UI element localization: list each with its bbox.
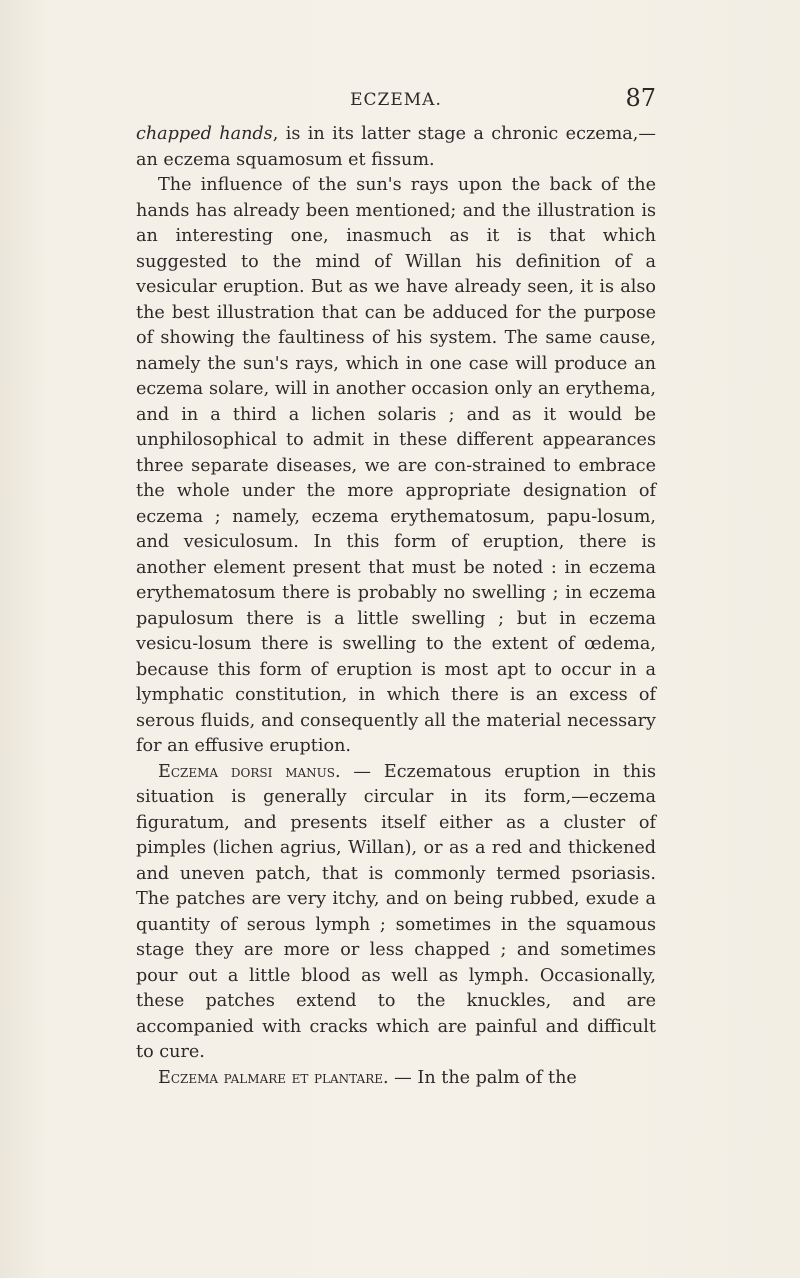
running-head: ECZEMA. (350, 90, 442, 110)
paragraph-4 (136, 1066, 656, 1092)
section-heading-eczema-palmare: Eczema palmare et plantare. (158, 1067, 389, 1088)
paragraph-4-text: — In the palm of the (388, 1067, 577, 1088)
page-number: 87 (625, 84, 656, 112)
paragraph-1-text: , is in its latter stage a chronic eczema,—an eczema squamosum et fissum. (136, 124, 656, 170)
chapped-hands-italic: chapped hands (136, 124, 273, 144)
page-header (136, 86, 656, 116)
paragraph-3 (136, 760, 656, 1066)
paragraph-2: The influence of the sun's rays upon the back of the hands has already been mentioned; and the illustration is an interesting one, inasmuch as it is that which suggested to the mind of Willan his definition of a vesicular eruption. But as we have already seen, it is also the best illustration that can be adduced for the purpose of showing the faultiness of his system. The same cause, namely the sun's rays, which in one case will produce an eczema solare, will in another occasion only an erythema, and in a third a lichen solaris ; and as it would be unphilosophical to admit in these different appearances three separate diseases, we are con-strained to embrace the whole under the more appropriate designation of eczema ; namely, eczema erythematosum, papu-losum, and vesiculosum. In this form of eruption, there is another element present that must be noted : in eczema erythematosum there is probably no swelling ; in eczema papulosum there is a little swelling ; but in eczema vesicu-losum there is swelling to the extent of œdema, because this form of eruption is most apt to occur in a lymphatic constitution, in which there is an excess of serous fluids, and consequently all the material necessary for an effusive eruption. (136, 175, 656, 756)
page-body (136, 122, 656, 1091)
paragraph-1 (136, 122, 656, 173)
paragraph-3-text: — Eczematous eruption in this situation is generally circular in its form,—eczema figuratum, and presents itself either as a cluster of pimples (lichen agrius, Willan), or as a red and thickened and uneven patch, that is commonly termed psoriasis. The patches are very itchy, and on being rubbed, exude a quantity of serous lymph ; sometimes in the squamous stage they are more or less chapped ; and sometimes pour out a little blood as well as lymph. Occasionally, these patches extend to the knuckles, and are accompanied with cracks which are painful and difficult to cure. (136, 761, 656, 1062)
section-heading-eczema-dorsi-manus: Eczema dorsi manus. (158, 761, 341, 782)
